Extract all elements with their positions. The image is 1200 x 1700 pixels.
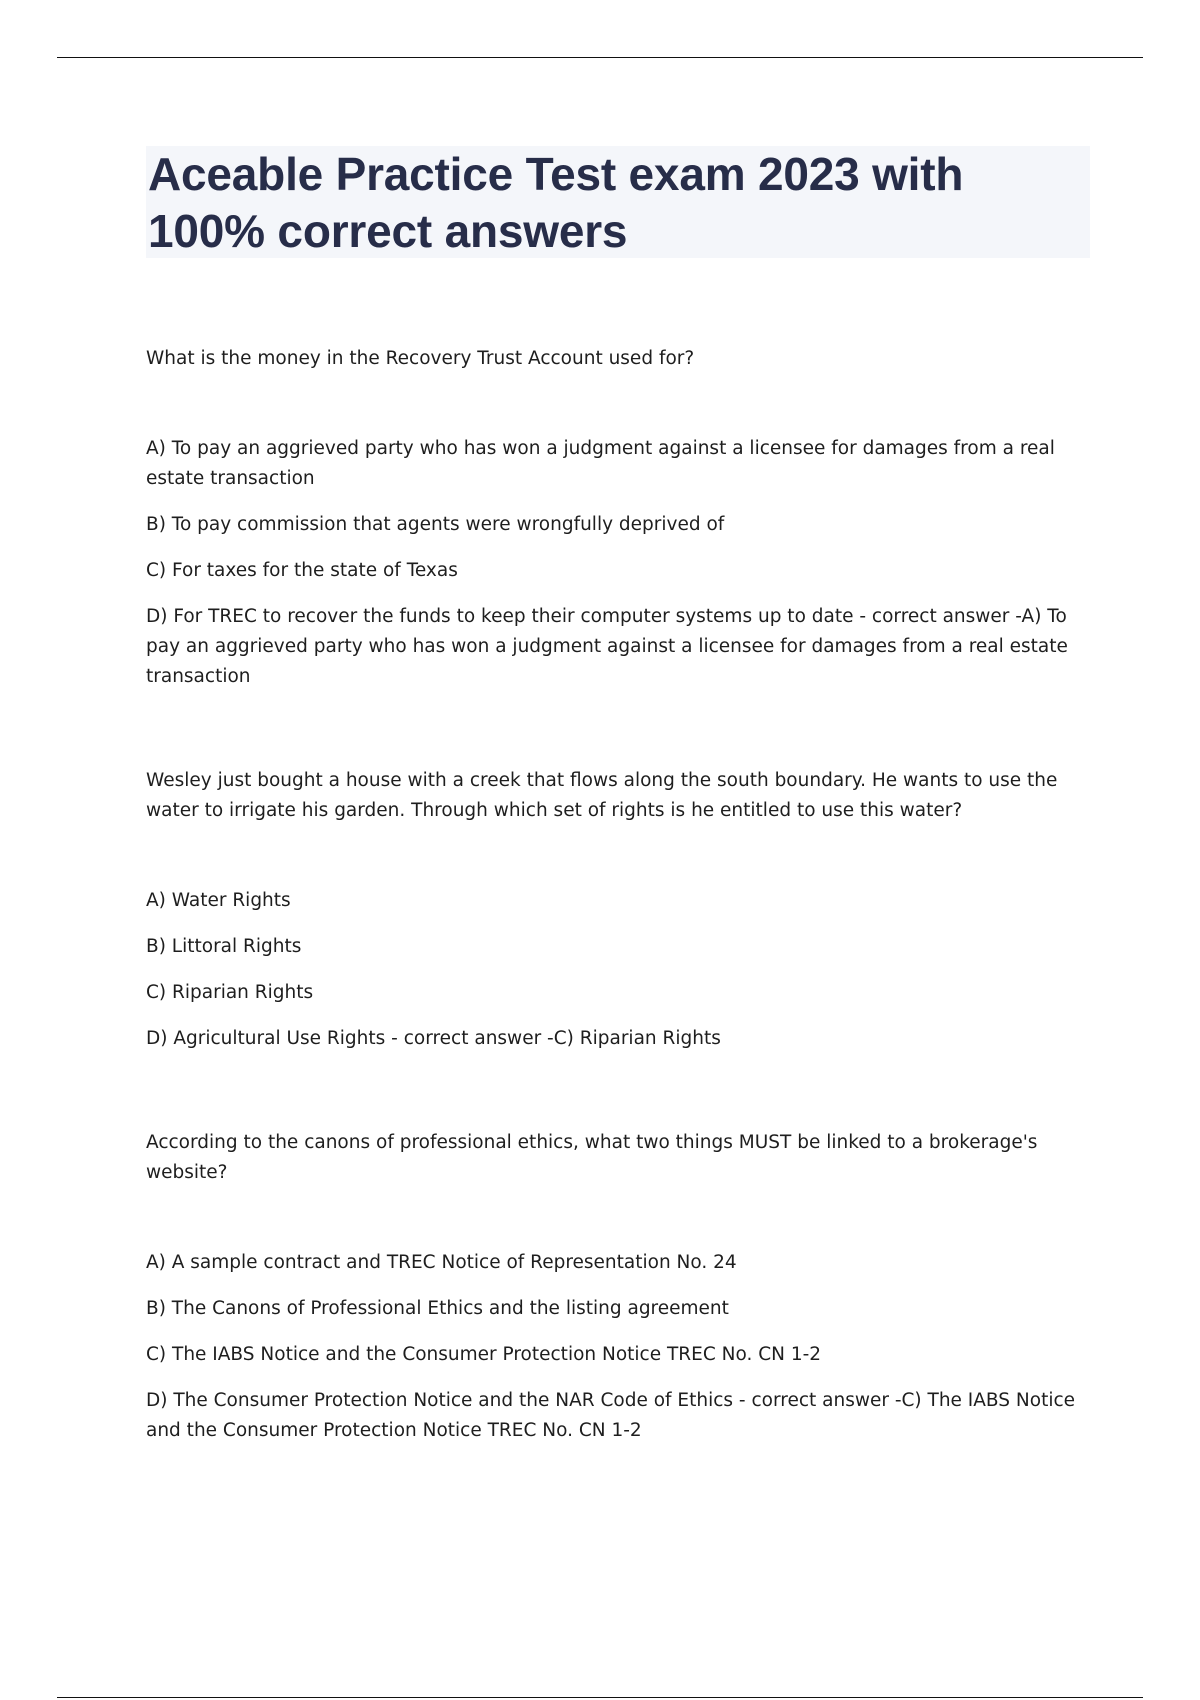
answer-option-c: C) Riparian Rights xyxy=(146,982,314,1003)
answer-option-c: C) The IABS Notice and the Consumer Protection Notice TREC No. CN 1-2 xyxy=(146,1344,822,1365)
question-block-1 xyxy=(146,344,1096,692)
answer-option-a: A) Water Rights xyxy=(146,890,291,911)
question-text: What is the money in the Recovery Trust Account used for? xyxy=(146,348,695,369)
document-title: Aceable Practice Test exam 2023 with 100% correct answers xyxy=(148,148,964,257)
questions-content xyxy=(146,344,1096,1520)
question-block-2 xyxy=(146,766,1096,1054)
question-text: Wesley just bought a house with a creek that flows along the south boundary. He wants to use the water to irrigate his garden. Through which set of rights is he entitled to use this water? xyxy=(146,770,1058,821)
answer-options xyxy=(146,434,1096,692)
footer-rule xyxy=(57,1697,1143,1698)
answer-option-d: D) Agricultural Use Rights - correct answer -C) Riparian Rights xyxy=(146,1028,721,1049)
header-rule xyxy=(57,57,1143,58)
answer-option-a: A) A sample contract and TREC Notice of Representation No. 24 xyxy=(146,1252,737,1273)
answer-option-b: B) The Canons of Professional Ethics and the listing agreement xyxy=(146,1298,729,1319)
answer-option-d: D) The Consumer Protection Notice and the NAR Code of Ethics - correct answer -C) The IABS Notice and the Consumer Protection Notice TREC No. CN 1-2 xyxy=(146,1390,1076,1441)
answer-option-d: D) For TREC to recover the funds to keep their computer systems up to date - correct answer -A) To pay an aggrieved party who has won a judgment against a licensee for damages from a real estate transaction xyxy=(146,606,1068,687)
answer-options xyxy=(146,1248,1096,1446)
title-block xyxy=(146,146,1090,258)
question-text: According to the canons of professional ethics, what two things MUST be linked to a brokerage's website? xyxy=(146,1132,1038,1183)
answer-option-c: C) For taxes for the state of Texas xyxy=(146,560,458,581)
answer-option-b: B) To pay commission that agents were wrongfully deprived of xyxy=(146,514,725,535)
answer-option-b: B) Littoral Rights xyxy=(146,936,302,957)
question-block-3 xyxy=(146,1128,1096,1446)
answer-option-a: A) To pay an aggrieved party who has won a judgment against a licensee for damages from a real estate transaction xyxy=(146,438,1055,489)
answer-options xyxy=(146,886,1096,1054)
